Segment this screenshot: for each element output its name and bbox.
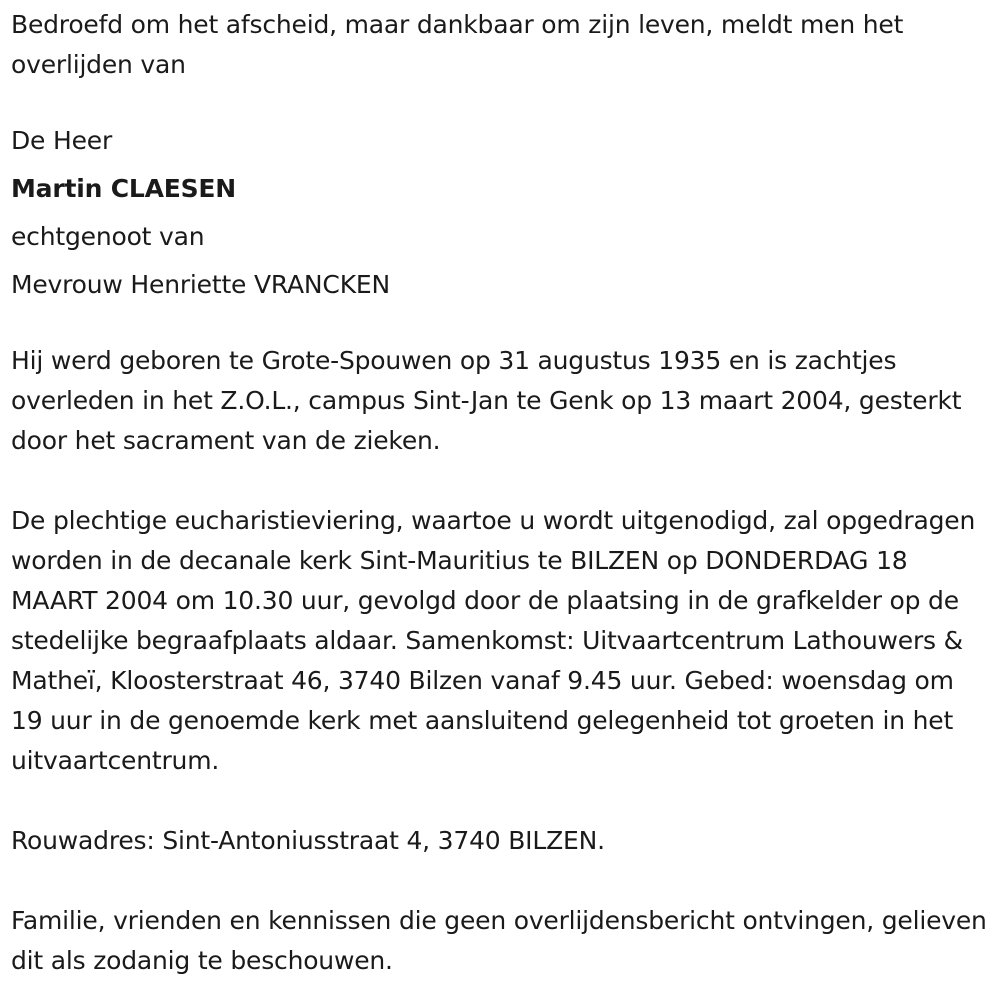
intro-paragraph: Bedroefd om het afscheid, maar dankbaar om zijn leven, meldt men het overlijden van (11, 10, 904, 79)
ceremony-paragraph: De plechtige eucharistieviering, waartoe u wordt uitgenodigd, zal opgedragen worden in de decanale kerk Sint-Mauritius te BILZEN op DONDERDAG 18 MAART 2004 om 10.30 uur, gevolgd door de plaatsing in de grafkelder op de stedelijke begraafplaats aldaar. Samenkomst: Uitvaartcentrum Lathouwers & Matheï, Kloosterstraat 46, 3740 Bilzen vanaf 9.45 uur. Gebed: woensdag om 19 uur in de genoemde kerk met aansluitend gelegenheid tot groeten in het uitvaartcentrum. (11, 506, 976, 775)
deceased-name: Martin CLAESEN (11, 174, 237, 203)
salutation: De Heer (11, 126, 113, 155)
spouse-name: Mevrouw Henriette VRANCKEN (11, 270, 390, 299)
relation-text: echtgenoot van (11, 222, 205, 251)
closing-paragraph: Familie, vrienden en kennissen die geen overlijdensbericht ontvingen, gelieven dit als zodanig te beschouwen. (11, 906, 987, 975)
birth-death-paragraph: Hij werd geboren te Grote-Spouwen op 31 augustus 1935 en is zachtjes overleden in het Z.O.L., campus Sint-Jan te Genk op 13 maart 2004, gesterkt door het sacrament van de zieken. (11, 346, 962, 455)
deceased-block (11, 117, 991, 309)
address-paragraph: Rouwadres: Sint-Antoniusstraat 4, 3740 BILZEN. (11, 826, 605, 855)
obituary-document (11, 0, 991, 981)
